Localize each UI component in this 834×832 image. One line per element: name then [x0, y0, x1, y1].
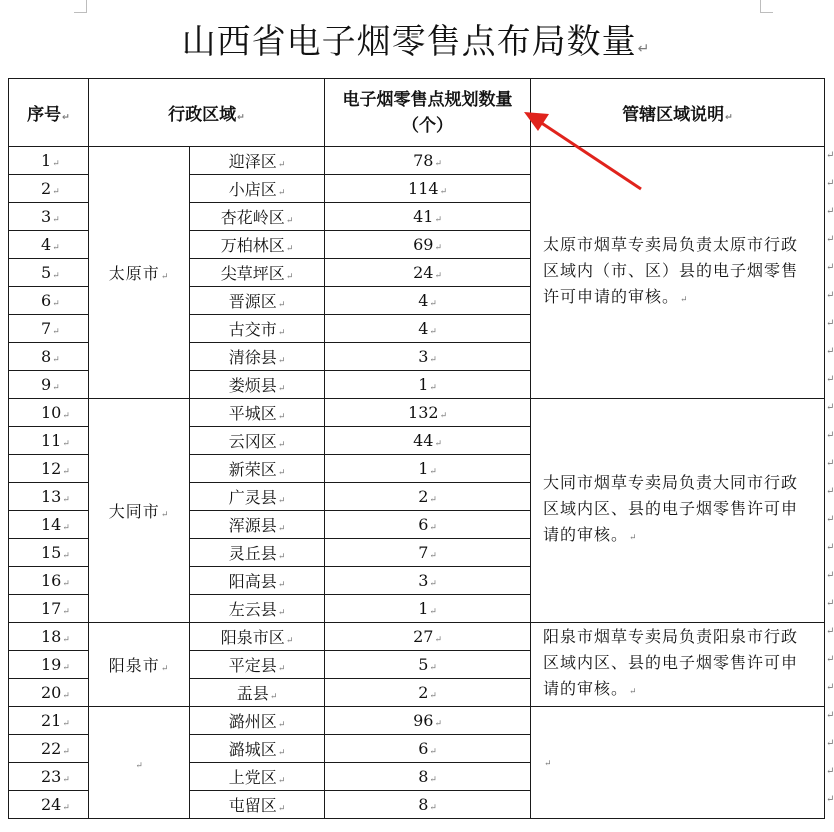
- paragraph-mark-icon: ↵: [285, 244, 294, 254]
- paragraph-mark-icon: ↵: [429, 775, 437, 785]
- paragraph-mark-icon: ↵: [277, 188, 286, 198]
- paragraph-mark-icon: ↵: [285, 272, 294, 282]
- paragraph-mark-icon: ↵: [429, 327, 437, 337]
- count-cell: 114↵: [325, 175, 531, 203]
- paragraph-mark-icon: ↵: [52, 243, 60, 253]
- paragraph-mark-icon: ↵: [429, 803, 437, 813]
- paragraph-mark-icon: ↵: [62, 411, 70, 421]
- paragraph-mark-icon: ↵: [62, 747, 70, 757]
- paragraph-mark-icon: ↵: [62, 495, 70, 505]
- paragraph-mark-icon: ↵: [160, 510, 170, 520]
- paragraph-mark-icon: ↵: [277, 664, 286, 674]
- paragraph-mark-icon: ↵: [429, 355, 437, 365]
- paragraph-mark-icon: ↵: [277, 328, 286, 338]
- paragraph-mark-icon: ↵: [52, 187, 60, 197]
- paragraph-mark-icon: ↵: [434, 271, 442, 281]
- row-end-mark-icon: ↵: [826, 430, 834, 441]
- paragraph-mark-icon: ↵: [62, 803, 70, 813]
- row-end-mark-icon: ↵: [826, 542, 834, 553]
- paragraph-mark-icon: ↵: [434, 159, 442, 169]
- count-cell: 78↵: [325, 147, 531, 175]
- paragraph-mark-icon: ↵: [429, 523, 437, 533]
- district-cell: 上党区↵: [190, 763, 325, 791]
- district-cell: 潞城区↵: [190, 735, 325, 763]
- document-title-text: 山西省电子烟零售点布局数量: [181, 22, 637, 62]
- count-cell: 41↵: [325, 203, 531, 231]
- paragraph-mark-icon: ↵: [277, 160, 286, 170]
- district-cell: 灵丘县↵: [190, 539, 325, 567]
- row-index: 19↵: [9, 651, 89, 679]
- arrow-head: [524, 112, 549, 131]
- paragraph-mark-icon: ↵: [237, 112, 245, 123]
- district-cell: 平城区↵: [190, 399, 325, 427]
- paragraph-mark-icon: ↵: [62, 112, 70, 123]
- arrow-shaft: [540, 122, 641, 189]
- row-end-mark-icon: ↵: [826, 682, 834, 693]
- row-end-mark-icon: ↵: [826, 486, 834, 497]
- count-cell: 3↵: [325, 343, 531, 371]
- count-cell: 2↵: [325, 483, 531, 511]
- paragraph-mark-icon: ↵: [429, 691, 437, 701]
- paragraph-mark-icon: ↵: [429, 299, 437, 309]
- row-end-mark-icon: ↵: [826, 626, 834, 637]
- district-cell: 迎泽区↵: [190, 147, 325, 175]
- paragraph-mark-icon: ↵: [285, 636, 294, 646]
- row-end-mark-icon: ↵: [826, 458, 834, 469]
- count-cell: 27↵: [325, 623, 531, 651]
- count-cell: 24↵: [325, 259, 531, 287]
- paragraph-mark-icon: ↵: [277, 496, 286, 506]
- row-end-mark-icon: ↵: [826, 710, 834, 721]
- paragraph-mark-icon: ↵: [429, 607, 437, 617]
- paragraph-mark-icon: ↵: [277, 804, 286, 814]
- paragraph-mark-icon: ↵: [62, 551, 70, 561]
- paragraph-mark-icon: ↵: [434, 243, 442, 253]
- count-cell: 4↵: [325, 315, 531, 343]
- row-end-mark-icon: ↵: [826, 374, 834, 385]
- row-index: 5↵: [9, 259, 89, 287]
- count-cell: 1↵: [325, 371, 531, 399]
- row-end-mark-icon: ↵: [826, 402, 834, 413]
- row-end-mark-icon: ↵: [826, 262, 834, 273]
- paragraph-mark-icon: ↵: [277, 608, 286, 618]
- description-cell: 太原市烟草专卖局负责太原市行政区域内（市、区）县的电子烟零售许可申请的审核。↵: [531, 147, 825, 399]
- row-end-mark-icon: ↵: [826, 738, 834, 749]
- paragraph-mark-icon: ↵: [725, 112, 733, 123]
- paragraph-mark-icon: ↵: [277, 720, 286, 730]
- row-index: 14↵: [9, 511, 89, 539]
- paragraph-mark-icon: ↵: [277, 524, 286, 534]
- paragraph-mark-icon: ↵: [269, 692, 278, 702]
- paragraph-mark-icon: ↵: [637, 41, 651, 57]
- row-end-mark-icon: ↵: [826, 346, 834, 357]
- count-cell: 6↵: [325, 735, 531, 763]
- paragraph-mark-icon: ↵: [62, 467, 70, 477]
- paragraph-mark-icon: ↵: [62, 523, 70, 533]
- right-margin-marks: [826, 150, 832, 822]
- paragraph-mark-icon: ↵: [429, 747, 437, 757]
- paragraph-mark-icon: ↵: [62, 775, 70, 785]
- paragraph-mark-icon: ↵: [160, 272, 170, 282]
- count-cell: 6↵: [325, 511, 531, 539]
- city-cell: 大同市↵: [89, 399, 190, 623]
- row-index: 12↵: [9, 455, 89, 483]
- district-cell: 万柏林区↵: [190, 231, 325, 259]
- paragraph-mark-icon: ↵: [277, 748, 286, 758]
- row-end-mark-icon: ↵: [826, 570, 834, 581]
- district-cell: 娄烦县↵: [190, 371, 325, 399]
- row-index: 13↵: [9, 483, 89, 511]
- paragraph-mark-icon: ↵: [52, 299, 60, 309]
- paragraph-mark-icon: ↵: [277, 384, 286, 394]
- count-cell: 4↵: [325, 287, 531, 315]
- count-cell: 2↵: [325, 679, 531, 707]
- paragraph-mark-icon: ↵: [62, 635, 70, 645]
- paragraph-mark-icon: ↵: [429, 467, 437, 477]
- paragraph-mark-icon: ↵: [52, 271, 60, 281]
- description-cell: 大同市烟草专卖局负责大同市行政区域内区、县的电子烟零售许可申请的审核。↵: [531, 399, 825, 623]
- row-index: 16↵: [9, 567, 89, 595]
- paragraph-mark-icon: ↵: [629, 687, 638, 697]
- city-cell: 太原市↵: [89, 147, 190, 399]
- district-cell: 阳高县↵: [190, 567, 325, 595]
- paragraph-mark-icon: ↵: [52, 355, 60, 365]
- row-index: 10↵: [9, 399, 89, 427]
- row-end-mark-icon: ↵: [826, 318, 834, 329]
- row-index: 4↵: [9, 231, 89, 259]
- row-end-mark-icon: ↵: [826, 598, 834, 609]
- row-end-mark-icon: ↵: [826, 514, 834, 525]
- paragraph-mark-icon: ↵: [135, 761, 144, 771]
- paragraph-mark-icon: ↵: [429, 663, 437, 673]
- row-index: 11↵: [9, 427, 89, 455]
- paragraph-mark-icon: ↵: [277, 412, 286, 422]
- paragraph-mark-icon: ↵: [277, 776, 286, 786]
- district-cell: 平定县↵: [190, 651, 325, 679]
- paragraph-mark-icon: ↵: [277, 468, 286, 478]
- paragraph-mark-icon: ↵: [434, 215, 442, 225]
- paragraph-mark-icon: ↵: [62, 691, 70, 701]
- paragraph-mark-icon: ↵: [439, 187, 447, 197]
- paragraph-mark-icon: ↵: [434, 719, 442, 729]
- row-end-mark-icon: ↵: [826, 766, 834, 777]
- paragraph-mark-icon: ↵: [439, 411, 447, 421]
- district-cell: 新荣区↵: [190, 455, 325, 483]
- paragraph-mark-icon: ↵: [429, 383, 437, 393]
- row-index: 9↵: [9, 371, 89, 399]
- header-region: 行政区域↵: [89, 79, 325, 147]
- paragraph-mark-icon: ↵: [277, 440, 286, 450]
- paragraph-mark-icon: ↵: [429, 551, 437, 561]
- paragraph-mark-icon: ↵: [62, 579, 70, 589]
- paragraph-mark-icon: ↵: [62, 439, 70, 449]
- row-index: 20↵: [9, 679, 89, 707]
- district-cell: 潞州区↵: [190, 707, 325, 735]
- row-index: 23↵: [9, 763, 89, 791]
- paragraph-mark-icon: ↵: [629, 533, 638, 543]
- district-cell: 古交市↵: [190, 315, 325, 343]
- count-cell: 69↵: [325, 231, 531, 259]
- count-cell: 8↵: [325, 763, 531, 791]
- count-cell: 1↵: [325, 455, 531, 483]
- row-index: 18↵: [9, 623, 89, 651]
- count-cell: 1↵: [325, 595, 531, 623]
- row-end-mark-icon: ↵: [826, 234, 834, 245]
- row-index: 3↵: [9, 203, 89, 231]
- district-cell: 尖草坪区↵: [190, 259, 325, 287]
- count-cell: 3↵: [325, 567, 531, 595]
- paragraph-mark-icon: ↵: [62, 607, 70, 617]
- header-description: 管辖区域说明↵: [531, 79, 825, 147]
- paragraph-mark-icon: ↵: [52, 215, 60, 225]
- district-cell: 广灵县↵: [190, 483, 325, 511]
- header-index: 序号↵: [9, 79, 89, 147]
- paragraph-mark-icon: ↵: [52, 159, 60, 169]
- row-end-mark-icon: ↵: [826, 150, 834, 161]
- paragraph-mark-icon: ↵: [62, 663, 70, 673]
- district-cell: 清徐县↵: [190, 343, 325, 371]
- row-index: 21↵: [9, 707, 89, 735]
- paragraph-mark-icon: ↵: [544, 759, 553, 769]
- paragraph-mark-icon: ↵: [680, 295, 689, 305]
- paragraph-mark-icon: ↵: [429, 579, 437, 589]
- district-cell: 杏花岭区↵: [190, 203, 325, 231]
- paragraph-mark-icon: ↵: [62, 719, 70, 729]
- count-cell: 132↵: [325, 399, 531, 427]
- district-cell: 浑源县↵: [190, 511, 325, 539]
- paragraph-mark-icon: ↵: [52, 327, 60, 337]
- paragraph-mark-icon: ↵: [429, 495, 437, 505]
- district-cell: 盂县↵: [190, 679, 325, 707]
- row-end-mark-icon: ↵: [826, 654, 834, 665]
- city-cell: 阳泉市↵: [89, 623, 190, 707]
- row-index: 17↵: [9, 595, 89, 623]
- paragraph-mark-icon: ↵: [434, 635, 442, 645]
- row-end-mark-icon: ↵: [826, 290, 834, 301]
- district-cell: 小店区↵: [190, 175, 325, 203]
- description-cell: 阳泉市烟草专卖局负责阳泉市行政区域内区、县的电子烟零售许可申请的审核。↵: [531, 623, 825, 707]
- paragraph-mark-icon: ↵: [52, 383, 60, 393]
- paragraph-mark-icon: ↵: [277, 356, 286, 366]
- district-cell: 云冈区↵: [190, 427, 325, 455]
- count-cell: 96↵: [325, 707, 531, 735]
- district-cell: 阳泉市区↵: [190, 623, 325, 651]
- count-cell: 7↵: [325, 539, 531, 567]
- row-index: 22↵: [9, 735, 89, 763]
- row-index: 2↵: [9, 175, 89, 203]
- row-index: 15↵: [9, 539, 89, 567]
- row-index: 6↵: [9, 287, 89, 315]
- paragraph-mark-icon: ↵: [277, 580, 286, 590]
- row-index: 7↵: [9, 315, 89, 343]
- paragraph-mark-icon: ↵: [160, 664, 170, 674]
- row-index: 24↵: [9, 791, 89, 819]
- row-index: 8↵: [9, 343, 89, 371]
- row-end-mark-icon: ↵: [826, 794, 834, 805]
- district-cell: 左云县↵: [190, 595, 325, 623]
- count-cell: 5↵: [325, 651, 531, 679]
- district-cell: 晋源区↵: [190, 287, 325, 315]
- count-cell: 8↵: [325, 791, 531, 819]
- header-count: 电子烟零售点规划数量（个）: [325, 79, 531, 147]
- paragraph-mark-icon: ↵: [277, 552, 286, 562]
- paragraph-mark-icon: ↵: [277, 300, 286, 310]
- paragraph-mark-icon: ↵: [434, 439, 442, 449]
- count-cell: 44↵: [325, 427, 531, 455]
- row-end-mark-icon: ↵: [826, 206, 834, 217]
- district-cell: 屯留区↵: [190, 791, 325, 819]
- row-index: 1↵: [9, 147, 89, 175]
- paragraph-mark-icon: ↵: [285, 216, 294, 226]
- row-end-mark-icon: ↵: [826, 178, 834, 189]
